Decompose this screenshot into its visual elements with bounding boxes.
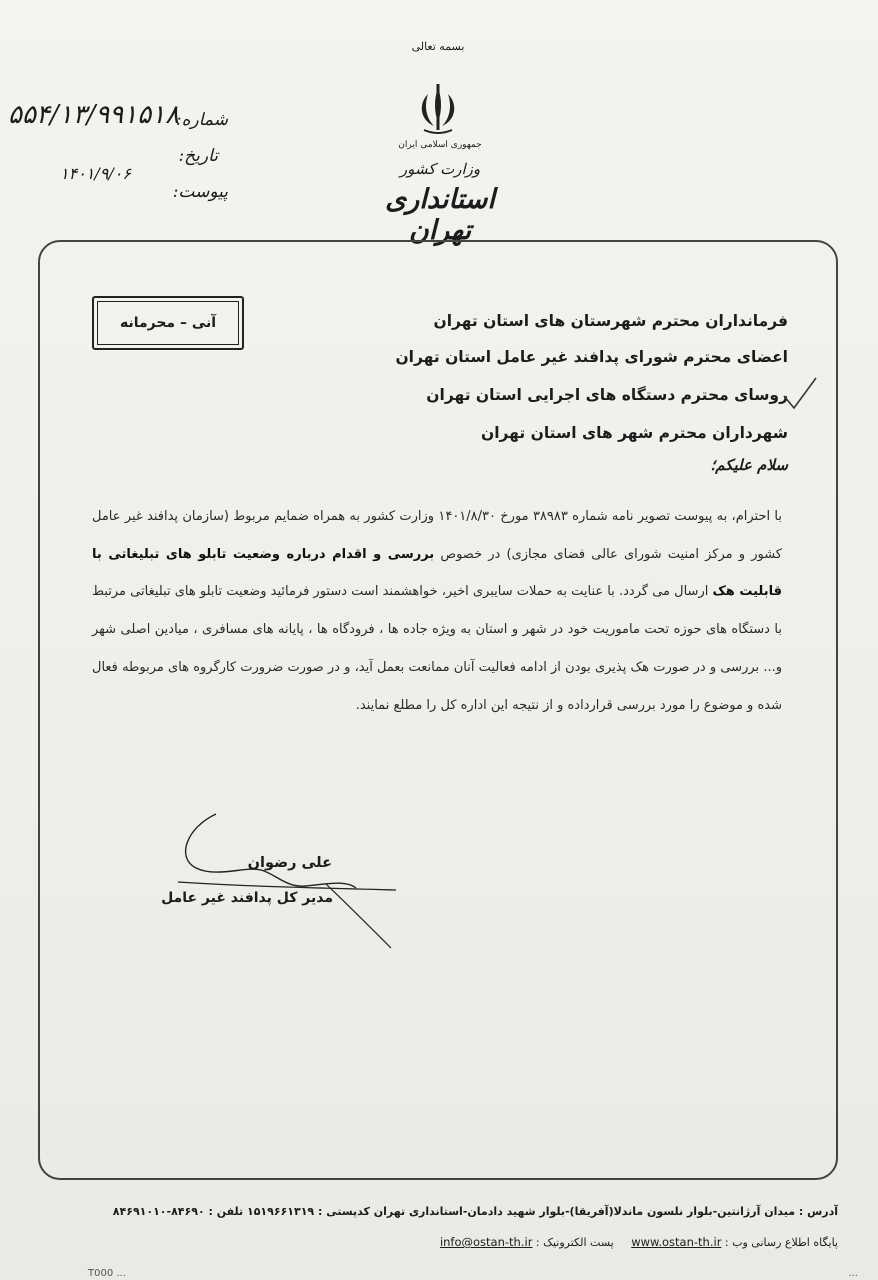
handwritten-signature [176, 808, 406, 958]
letter-date: ۱۴۰۱/۹/۰۶ [60, 164, 131, 183]
attachment-label: پیوست: [172, 182, 228, 202]
governorate-label: استانداری تهران [385, 184, 495, 246]
signer-title: مدیر کل پدافند غیر عامل [161, 890, 333, 906]
footer-address: آدرس : میدان آرژانتین-بلوار نلسون ماندلا(آفریقا)-بلوار شهید دادمان-استانداری تهران کدپستی : ۱۵۱۹۶۶۱۳۱۹ تلفن : ۸۴۶۹۰-۸۴۶۹۱۰۱۰ [112, 1205, 838, 1218]
reference-code: ... [848, 1268, 858, 1279]
ministry-label: وزارت کشور [399, 160, 481, 178]
email-label: پست الکترونیک : [535, 1236, 614, 1249]
signer-name: علی رضوان [247, 855, 332, 871]
republic-label: جمهوری اسلامی ایران [398, 140, 482, 150]
greeting: سلام علیکم؛ [710, 456, 788, 474]
bismillah: بسمه تعالی [411, 40, 465, 53]
website-link[interactable]: www.ostan-th.ir [631, 1235, 722, 1249]
letter-number: ۵۵۴/۱۳/۹۹۱۵۱۸ [8, 100, 180, 130]
body-text-1: با احترام، به پیوست تصویر نامه شماره ۳۸۹۸۳ مورخ ۱۴۰۱/۸/۳۰ وزارت کشور به همراه ضمایم مربوط (سازمان پدافند غیر عامل کشور و مرکز امنیت شورای عالی فضای مجازی) در خصوص [92, 509, 782, 562]
recipient-line: اعضای محترم شورای پدافند غیر عامل استان تهران [395, 348, 788, 366]
body-text-2: ارسال می گردد. با عنایت به حملات سایبری اخیر، خواهشمند است دستور فرمائید وضعیت تابلو های تبلیغاتی مرتبط با دستگاه های حوزه تحت ماموریت خود در شهر و استان به ویژه جاده ها ، فرودگاه ها ، پایانه های مسافری ، میادین اصلی شهر و... بررسی و در صورت هک پذیری بودن از ادامه فعالیت آنان ممانعت بعمل آید، و در صورت ضرورت کارگروه های مربوطه فعال شده و موضوع را مورد بررسی قرارداده و از نتیجه این اداره کل را مطلع نمایند. [92, 584, 782, 713]
web-label: پایگاه اطلاع رسانی وب : [724, 1236, 838, 1249]
date-label: تاریخ: [178, 146, 218, 166]
recipient-line: روسای محترم دستگاه های اجرایی استان تهران [426, 386, 788, 404]
recipient-line: فرمانداران محترم شهرستان های استان تهران [433, 312, 788, 330]
letter-body [92, 498, 782, 724]
email-link[interactable]: info@ostan-th.ir [439, 1235, 533, 1249]
checkmark-icon [780, 376, 820, 416]
classification-box: آنی – محرمانه [92, 296, 244, 350]
iran-emblem-icon [410, 82, 466, 138]
recipient-line: شهرداران محترم شهر های استان تهران [481, 424, 788, 442]
footer-web [440, 1235, 838, 1249]
number-label: شماره: [175, 110, 228, 130]
form-code: T000 ... [88, 1268, 126, 1279]
body-highlight: بررسی و اقدام درباره وضعیت تابلو های تبلیغاتی با قابلیت هک [92, 546, 782, 600]
